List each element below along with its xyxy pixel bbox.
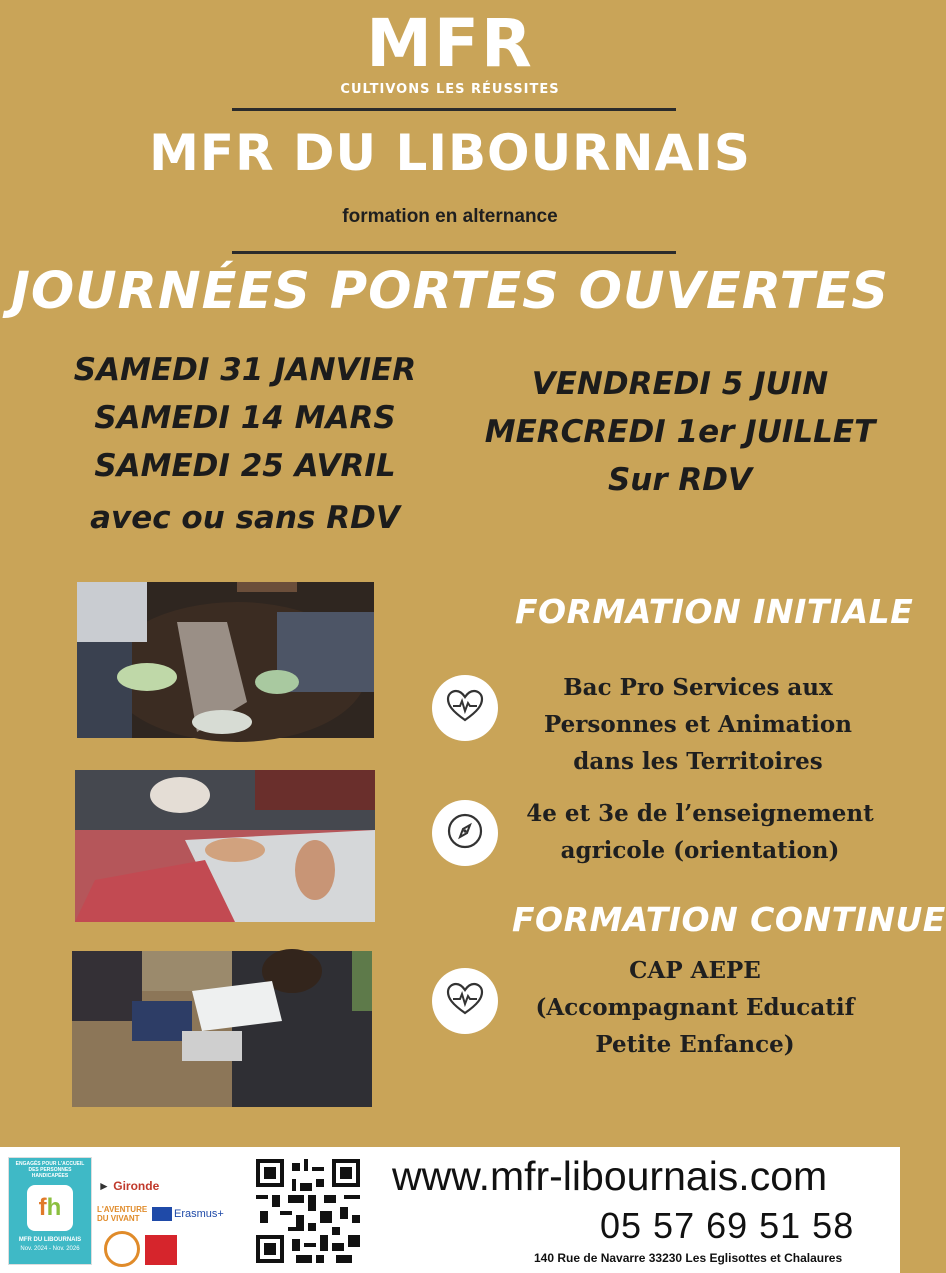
date-item: SAMEDI 14 MARS [94,400,396,436]
address: 140 Rue de Navarre 33230 Les Eglisottes et Chalaures [534,1251,843,1265]
headline: JOURNÉES PORTES OUVERTES [10,262,890,321]
date-item: VENDREDI 5 JUIN [531,366,829,402]
course-cap-aepe: CAP AEPE (Accompagnant Educatif Petite Enfance) [535,957,855,1058]
logo-text: MFR [366,5,534,82]
fh-logo: f h [27,1185,73,1231]
dates-left [60,346,430,542]
compass-icon [446,812,484,855]
gironde-logo: ► Gironde [98,1179,160,1193]
erasmus-logo: Erasmus+ [152,1207,224,1221]
dates-right [480,360,880,504]
phone-number[interactable]: 05 57 69 51 58 [600,1205,855,1246]
footer [0,1147,900,1273]
course-icon-2 [432,800,498,866]
org-name: MFR DU LIBOURNAIS [149,124,751,182]
qr-code[interactable] [256,1159,360,1268]
mfr-logo [0,5,900,97]
photo-gardening [77,582,374,738]
date-note: avec ou sans RDV [90,500,400,536]
photo-sewing [75,770,375,922]
heart-pulse-icon [446,982,484,1021]
bottom-divider [232,251,676,254]
subtitle: formation en alternance [342,206,558,227]
photo-study [72,951,372,1107]
region-logo [145,1235,177,1265]
section-title-initiale: FORMATION INITIALE [515,592,914,631]
qualiopi-logo [104,1231,140,1267]
eu-flag-icon [152,1207,172,1221]
handicap-badge: ENGAGÉS POUR L'ACCUEIL DES PERSONNES HANDICAPÉES f h MFR DU LIBOURNAIS Nov. 2024 - Nov. 2026 [8,1157,92,1265]
date-note: Sur RDV [607,462,753,498]
section-title-continue: FORMATION CONTINUE [512,900,946,939]
course-icon-3 [432,968,498,1034]
course-bac-pro: Bac Pro Services aux Personnes et Animation dans les Territoires [544,674,852,775]
logo-tagline: CULTIVONS LES RÉUSSITES [340,82,560,97]
website-link[interactable]: www.mfr-libournais.com [392,1153,828,1199]
gironde-mark-icon: ► [98,1179,110,1193]
date-item: MERCREDI 1er JUILLET [484,414,876,450]
course-icon-1 [432,675,498,741]
top-divider [232,108,676,111]
date-item: SAMEDI 31 JANVIER [73,352,417,388]
aventure-logo: L'AVENTURE DU VIVANT [97,1205,148,1223]
course-4e-3e: 4e et 3e de l’enseignement agricole (orientation) [526,800,874,864]
heart-pulse-icon [446,689,484,728]
date-item: SAMEDI 25 AVRIL [94,448,396,484]
